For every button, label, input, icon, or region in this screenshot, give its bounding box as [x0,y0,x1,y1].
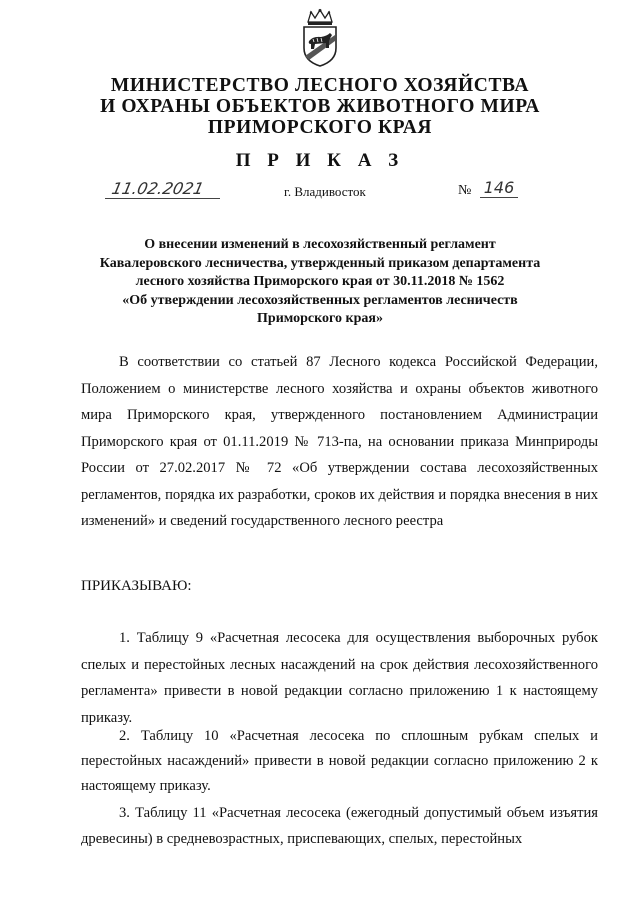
preamble-paragraph: В соответствии со статьей 87 Лесного кодекса Российской Федерации, Положением о министерстве лесного хозяйства и охраны объектов животного мира Приморского края, утвержденного постановлением Администрации Приморского края от 01.11.2019 № 713-па, на основании приказа Минприроды России от 27.02.2017 № 72 «Об утверждении состава лесохозяйственных регламентов, порядка их разработки, сроков их действия и порядка внесения в них изменений» и сведений государственного лесного реестра [81,354,598,529]
subject-line-5: Приморского края» [257,311,383,326]
number-sign: № [458,183,472,198]
order-item-2: 2. Таблицу 10 «Расчетная лесосека по сплошным рубкам спелых и перестойных насаждений» привести в новой редакции согласно приложению 2 к настоящему приказу. [81,728,598,794]
ministry-name [0,75,640,138]
order-number: 146 [480,178,518,198]
order-city: г. Владивосток [284,184,366,199]
order-word: ПРИКАЗЫВАЮ: [81,578,192,594]
ministry-line-3: ПРИМОРСКОГО КРАЯ [207,117,433,138]
order-subject [60,236,580,329]
order-date: 11.02.2021 [109,179,206,198]
subject-line-1: О внесении изменений в лесохозяйственный регламент [144,237,496,252]
subject-line-2: Кавалеровского лесничества, утвержденный приказом департамента [99,255,541,271]
date-underline [105,198,220,199]
subject-line-4: «Об утверждении лесохозяйственных регламентов лесничеств [122,292,518,308]
subject-line-3: лесного хозяйства Приморского края от 30.11.2018 № 1562 [135,274,505,289]
coat-of-arms-emblem [299,8,341,68]
order-item-1: 1. Таблицу 9 «Расчетная лесосека для осуществления выборочных рубок спелых и перестойных лесных насаждений на срок действия лесохозяйственного регламента» привести в новой редакции согласно приложению 1 к настоящему приказу. [81,630,598,726]
order-title: П Р И К А З [235,150,405,171]
order-item-3: 3. Таблицу 11 «Расчетная лесосека (ежегодный допустимый объем изъятия древесины) в средневозрастных, приспевающих, спелых, перестойных [81,805,598,847]
ministry-line-2: И ОХРАНЫ ОБЪЕКТОВ ЖИВОТНОГО МИРА [100,96,540,117]
ministry-line-1: МИНИСТЕРСТВО ЛЕСНОГО ХОЗЯЙСТВА [110,75,530,96]
